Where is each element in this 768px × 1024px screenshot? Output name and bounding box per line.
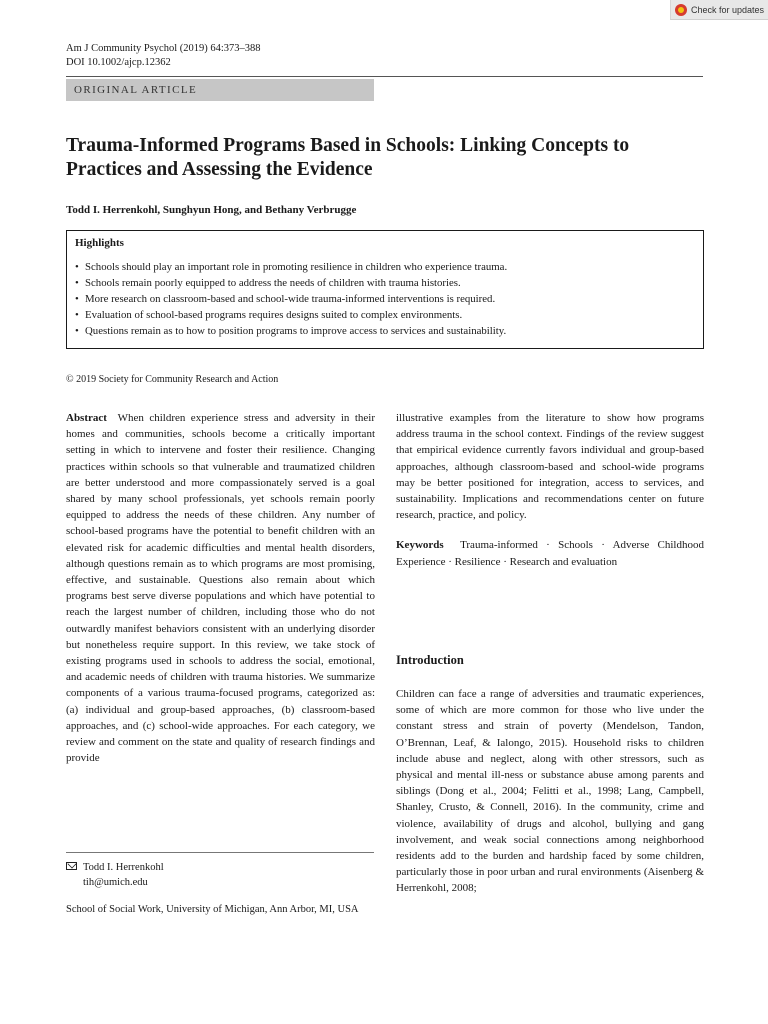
introduction-heading: Introduction bbox=[396, 653, 464, 667]
abstract-label: Abstract bbox=[66, 412, 107, 424]
abstract-column bbox=[66, 410, 375, 766]
abstract-text: When children experience stress and adversity in their homes and communities, schools become a critically important setting in which to intervene and foster their resilience. Changing practices within schools so that vulnerable and traumatized children are better understood and more compassionately served is a goal shared by many school professionals, yet schools remain poorly equipped to address the needs of these children. Any number of school-based programs have the potential to benefit children with an elevated risk for academic difficulties and mental health disorders, although questions remain as to which programs are most promising, effective, and sustainable. Questions also remain about which programs best serve diverse populations and which have potential to reach the largest number of children, including those who do not outwardly manifest behaviors consistent with an underlying disorder but nonetheless require support. In this review, we take stock of existing programs used in schools to address the social, emotional, and academic needs of children with trauma histories. We summarize components of a various trauma-focused programs, categorized as: (a) individual and group-based approaches, (b) classroom-based approaches, and (c) school-wide approaches. For each category, we review and comment on the state and quality of research findings and provide bbox=[66, 412, 375, 765]
author-list: Todd I. Herrenkohl, Sunghyun Hong, and Bethany Verbrugge bbox=[66, 204, 357, 216]
journal-info bbox=[66, 42, 261, 70]
crossmark-icon bbox=[675, 4, 687, 16]
highlights-list bbox=[75, 259, 695, 339]
highlight-item: • Schools should play an important role in promoting resilience in children who experience trauma. bbox=[75, 259, 695, 275]
corresponding-author bbox=[66, 860, 164, 890]
author-affiliation: School of Social Work, University of Michigan, Ann Arbor, MI, USA bbox=[66, 904, 359, 915]
journal-citation: Am J Community Psychol (2019) 64:373–388 bbox=[66, 43, 261, 54]
highlight-item: • Questions remain as to how to position programs to improve access to services and sustainability. bbox=[75, 323, 695, 339]
abstract-continuation-column bbox=[396, 410, 704, 570]
keywords-label: Keywords bbox=[396, 539, 444, 552]
keywords-block bbox=[396, 537, 704, 569]
highlight-item: • More research on classroom-based and school-wide trauma-informed interventions is required. bbox=[75, 291, 695, 307]
abstract-continuation: illustrative examples from the literature to show how programs address trauma in the school context. Findings of the review suggest that empirical evidence currently favors individual and group-based approaches, although classroom-based and school-wide programs may be better positioned for integration, access to services, and sustainability. Implications and recommendations center on future research, practice, and policy. bbox=[396, 412, 704, 522]
footnote-rule bbox=[66, 852, 374, 853]
contact-name: Todd I. Herrenkohl bbox=[83, 862, 164, 873]
article-title: Trauma-Informed Programs Based in Schools: Linking Concepts to Practices and Assessing the Evidence bbox=[66, 135, 630, 180]
header-rule bbox=[66, 76, 703, 77]
check-for-updates-button[interactable] bbox=[670, 0, 768, 20]
introduction-text: Children can face a range of adversities and traumatic experiences, some of which are more common for those who live under the constant stress and strain of poverty (Mendelson, Tandon, O’Brennan, Leaf, & Ialongo, 2015). Household risks to children include abuse and neglect, along with other stressors, such as physical and mental ill-ness or substance abuse among parents and siblings (Dong et al., 2004; Felitti et al., 1998; Lang, Campbell, Shanley, Crusto, & Connell, 2016). In the community, crime and violence, availability of drugs and alcohol, bullying and gang involvement, and weak social connections among neighborhood residents add to the burden and hardship faced by some children, particularly those in poor urban and rural environments (Aisenberg & Herrenkohl, 2008; bbox=[396, 688, 704, 895]
copyright-notice: © 2019 Society for Community Research and Action bbox=[66, 374, 279, 385]
highlight-item: • Evaluation of school-based programs requires designs suited to complex environments. bbox=[75, 307, 695, 323]
highlights-box bbox=[66, 230, 704, 349]
highlights-heading: Highlights bbox=[75, 237, 124, 249]
highlight-item: • Schools remain poorly equipped to address the needs of children with trauma histories. bbox=[75, 275, 695, 291]
article-type-banner: ORIGINAL ARTICLE bbox=[66, 79, 374, 101]
contact-email[interactable]: tih@umich.edu bbox=[83, 877, 148, 888]
envelope-icon bbox=[66, 862, 77, 870]
check-for-updates-label: Check for updates bbox=[691, 4, 765, 15]
keywords-text: Trauma-informed · Schools · Adverse Childhood Experience · Resilience · Research and evaluation bbox=[396, 539, 704, 568]
journal-doi[interactable]: DOI 10.1002/ajcp.12362 bbox=[66, 57, 171, 68]
